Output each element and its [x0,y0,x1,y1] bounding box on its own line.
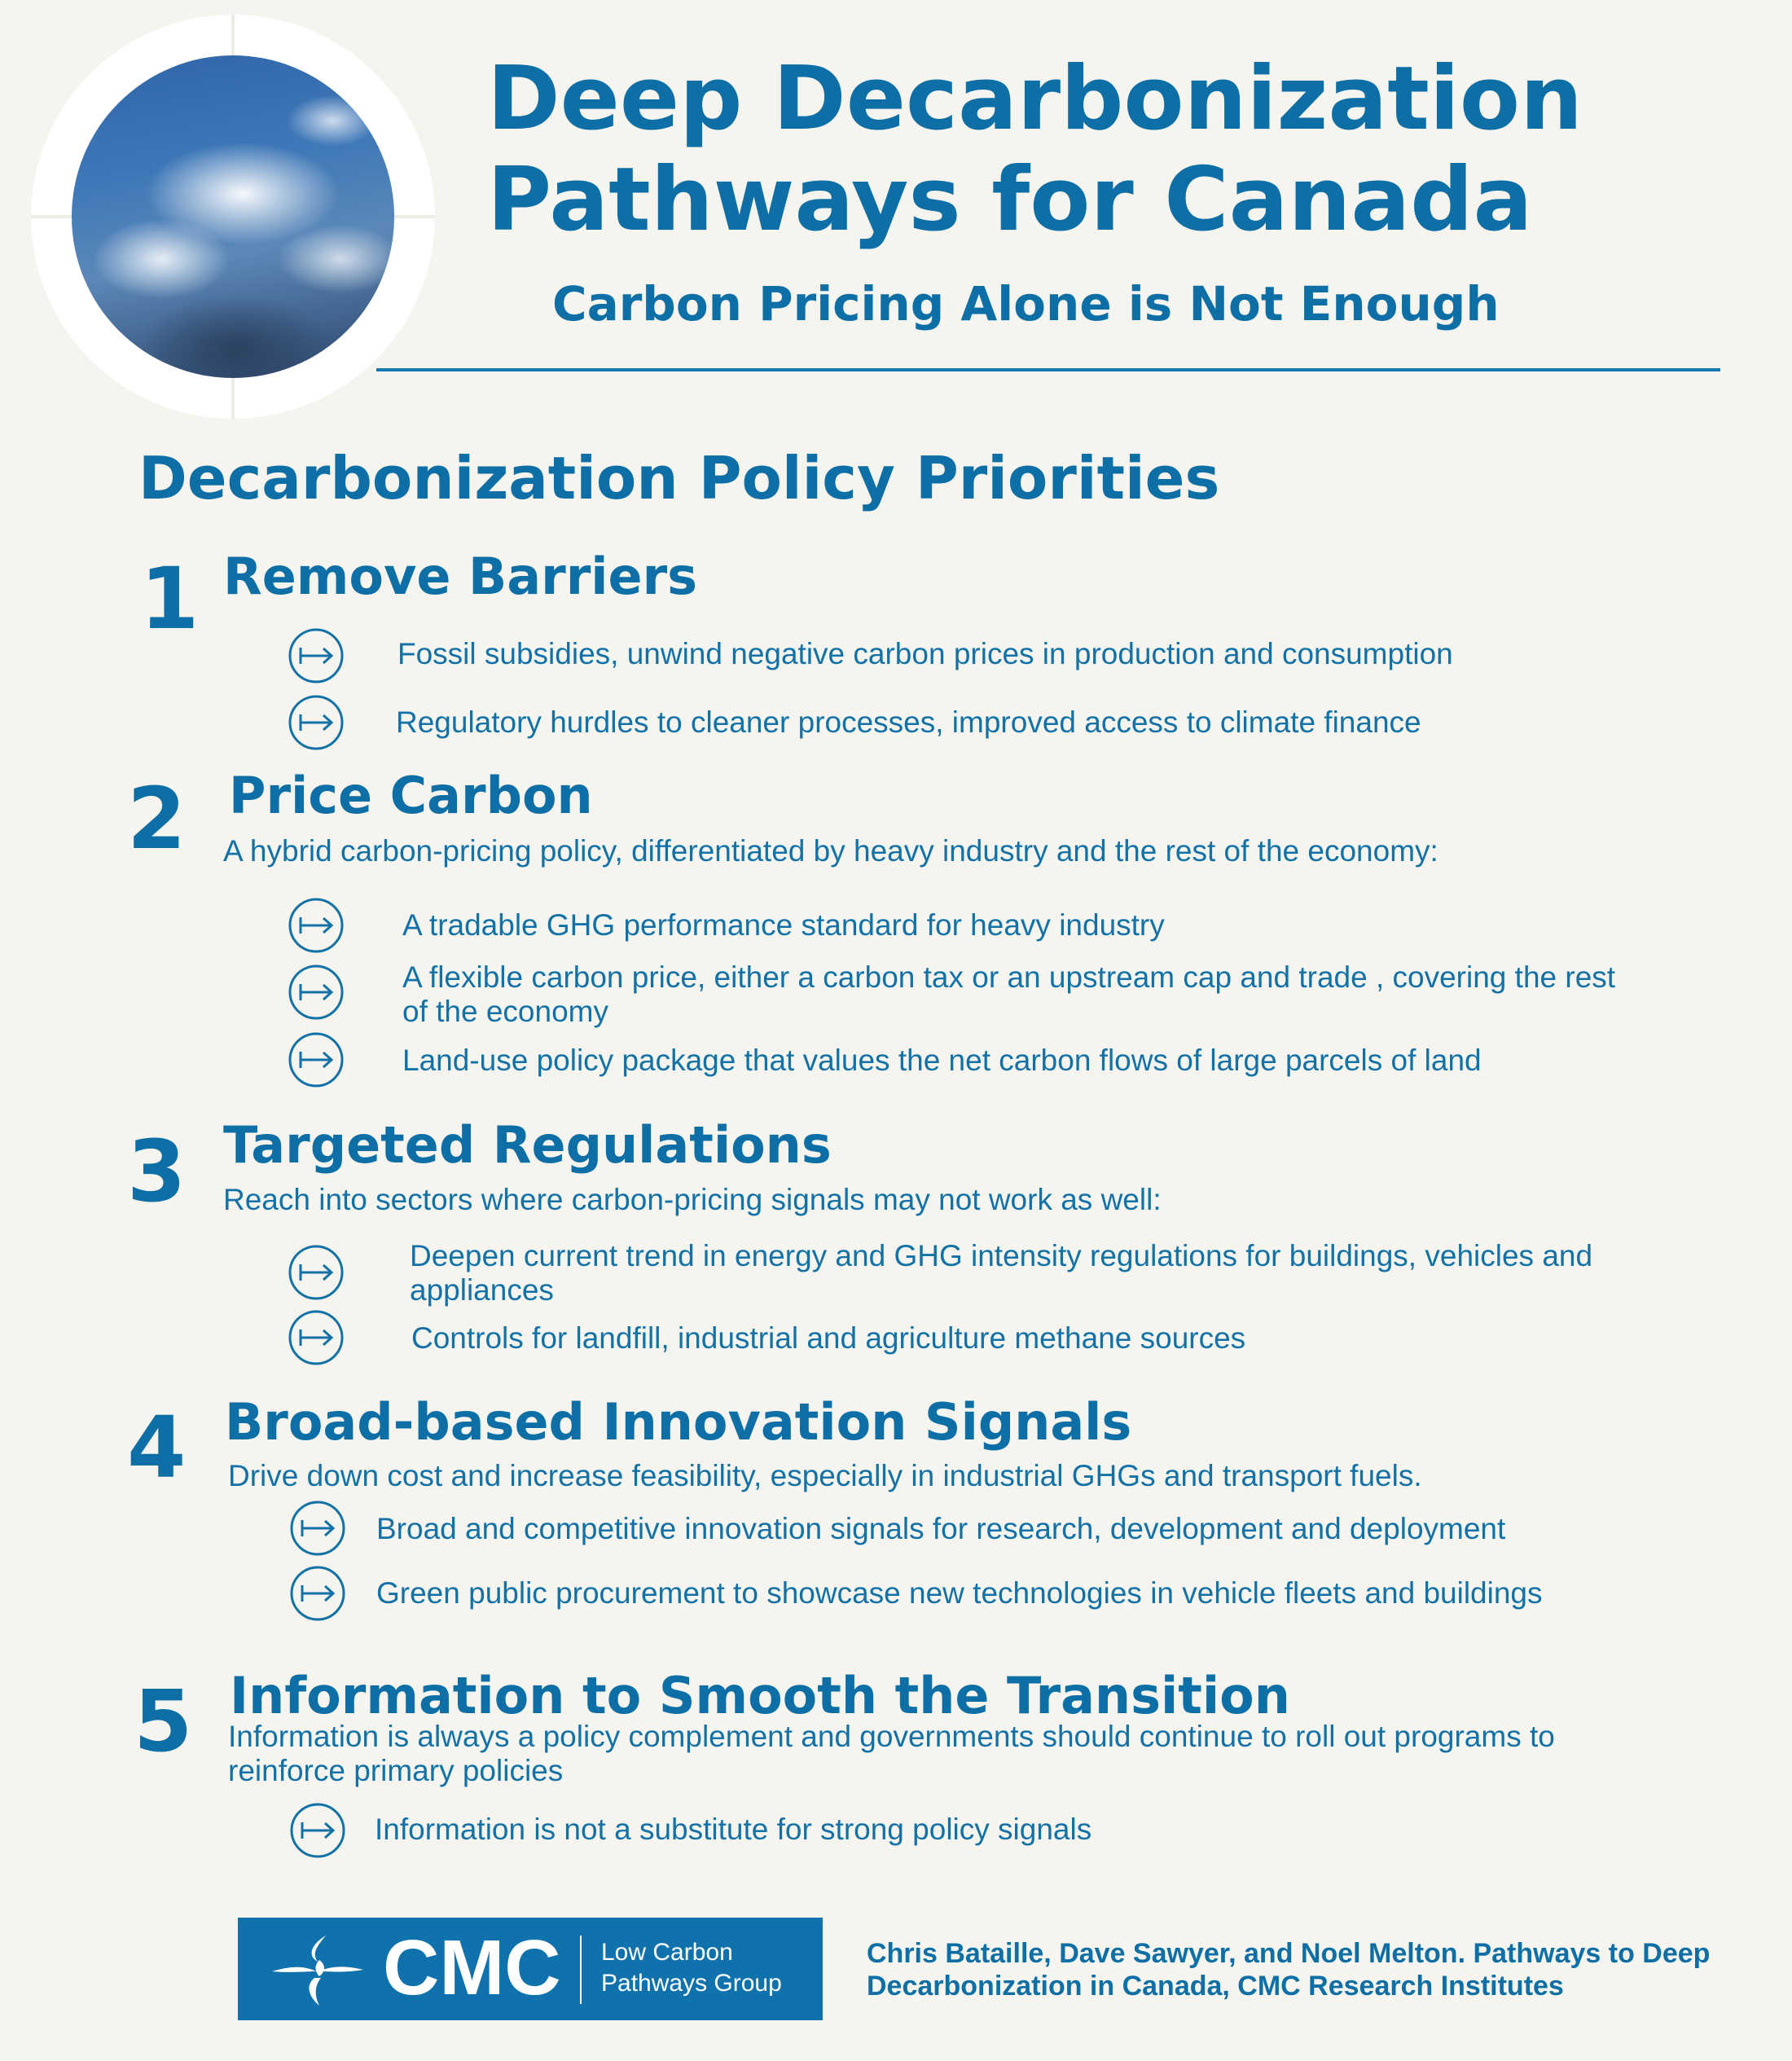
bullet-text: Broad and competitive innovation signals for research, development and deployment [376,1512,1506,1545]
bullet-text: Controls for landfill, industrial and agriculture methane sources [411,1321,1246,1355]
priority-description: Drive down cost and increase feasibility, especially in industrial GHGs and transport fuels. [228,1459,1422,1492]
arrow-right-icon [289,1802,346,1859]
bullet-text: Land-use policy package that values the net carbon flows of large parcels of land [402,1044,1482,1077]
priority-title: Remove Barriers [223,547,698,606]
bullet-text: A flexible carbon price, either a carbon tax or an upstream cap and trade , covering the rest of the economy [402,960,1616,1028]
arrow-right-icon [288,627,345,684]
logo-wordmark: CMC [383,1924,561,2011]
citation: Chris Bataille, Dave Sawyer, and Noel Melton. Pathways to Deep Decarbonization in Canada, CMC Research Institutes [867,1938,1711,2002]
bullet-text: Green public procurement to showcase new technologies in vehicle fleets and buildings [376,1576,1543,1610]
bullet-text: Fossil subsidies, unwind negative carbon prices in production and consumption [397,637,1453,670]
priority-title: Information to Smooth the Transition [230,1666,1290,1725]
cloud-sky-image [72,55,394,378]
priority-title: Broad-based Innovation Signals [225,1392,1132,1452]
bullet-text: Regulatory hurdles to cleaner processes, improved access to climate finance [396,705,1421,739]
arrow-right-icon [288,1244,345,1301]
priority-number: 5 [134,1672,193,1771]
bullet-text: A tradable GHG performance standard for heavy industry [402,908,1165,942]
header-divider [376,368,1720,371]
logo-subtitle [601,1937,813,1999]
sky-emblem [31,15,435,419]
arrow-right-icon [288,1309,345,1366]
page-subtitle: Carbon Pricing Alone is Not Enough [552,276,1500,332]
logo-subtitle-line-2: Pathways Group [601,1970,782,1997]
arrow-right-icon [288,1031,345,1088]
priority-description: Reach into sectors where carbon-pricing signals may not work as well: [223,1183,1162,1216]
arrow-right-icon [288,964,345,1021]
arrow-right-icon [289,1565,346,1622]
page-title [487,49,1709,251]
logo-divider [580,1936,582,2004]
bullet-text: Information is not a substitute for strong policy signals [375,1813,1092,1846]
priority-number: 3 [127,1122,187,1221]
arrow-right-icon [288,694,345,751]
arrow-right-icon [289,1500,346,1557]
priority-description: A hybrid carbon-pricing policy, differentiated by heavy industry and the rest of the economy: [223,834,1438,868]
section-heading: Decarbonization Policy Priorities [138,444,1220,512]
priority-title: Targeted Regulations [223,1115,832,1175]
title-line-1: Deep Decarbonization [487,48,1583,150]
logo-subtitle-line-1: Low Carbon [601,1939,733,1966]
priority-number: 4 [127,1398,187,1497]
priority-number: 1 [140,549,200,648]
priority-description: Information is always a policy complement and governments should continue to roll out programs to reinforce primary policies [228,1720,1555,1787]
cmc-logo [238,1918,823,2020]
cmc-logo-icon [269,1929,367,2010]
arrow-right-icon [288,897,345,954]
priority-title: Price Carbon [229,766,593,825]
title-line-2: Pathways for Canada [487,149,1533,251]
bullet-text: Deepen current trend in energy and GHG intensity regulations for buildings, vehicles and appliances [410,1239,1593,1307]
priority-number: 2 [127,769,187,868]
